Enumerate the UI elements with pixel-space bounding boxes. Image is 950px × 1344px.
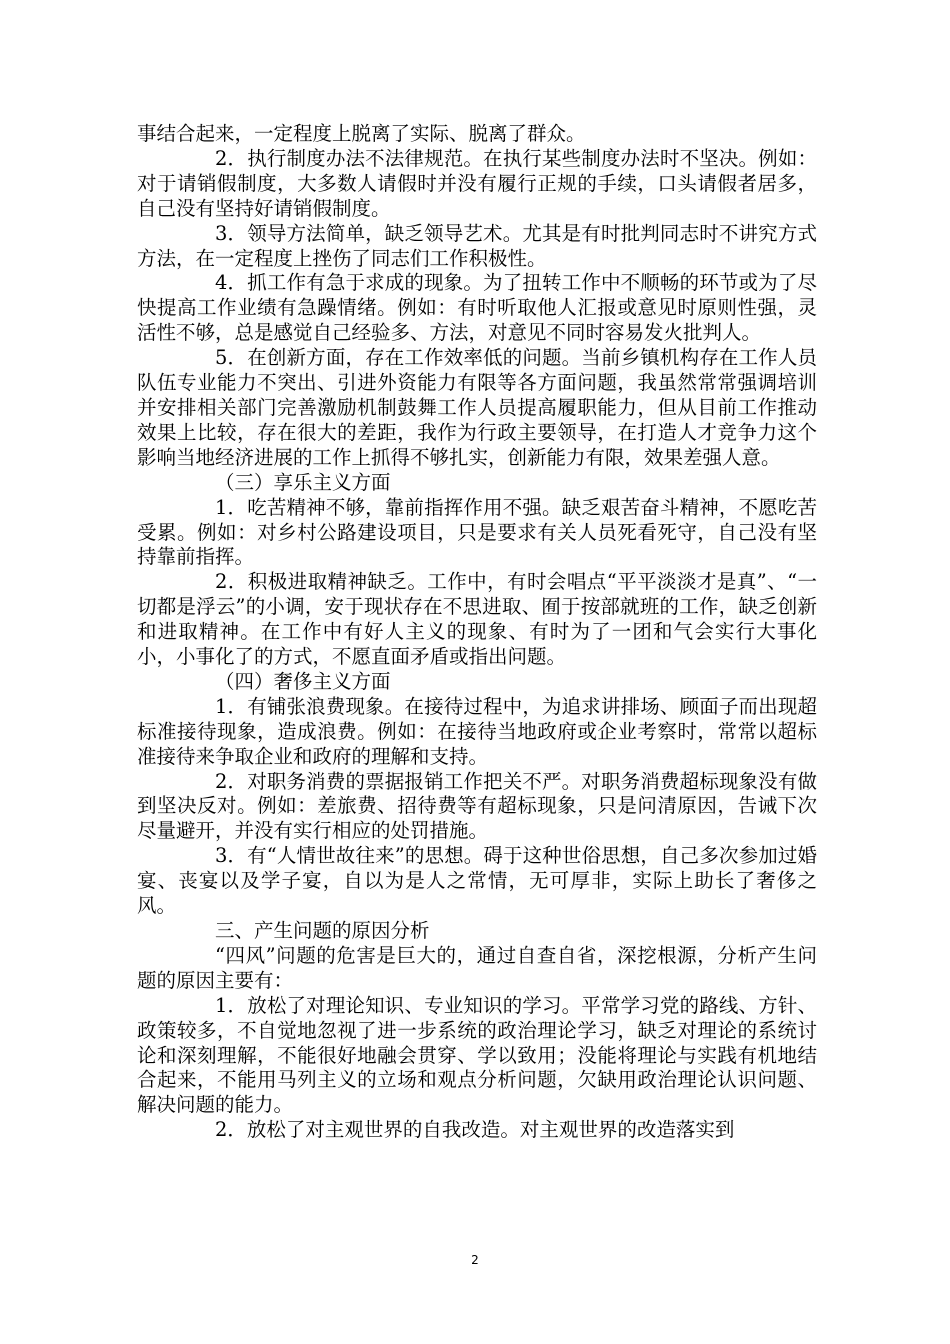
paragraph-8: 2．积极进取精神缺乏。工作中，有时会唱点“平平淡淡才是真”、“一切都是浮云”的小调，安于现状存在不思进取、囿于按部就班的工作，缺乏创新和进取精神。在工作中有好人主义的现象、有时为了一团和气会实行大事化小，小事化了的方式，不愿直面矛盾或指出问题。 bbox=[137, 570, 817, 669]
paragraph-1: 事结合起来，一定程度上脱离了实际、脱离了群众。 bbox=[137, 122, 586, 145]
paragraph-3: 3．领导方法简单，缺乏领导艺术。尤其是有时批判同志时不讲究方式方法，在一定程度上挫伤了同志们工作积极性。 bbox=[137, 221, 817, 270]
paragraph-16: 2．放松了对主观世界的自我改造。对主观世界的改造落实到 bbox=[215, 1118, 735, 1142]
paragraph-5: 5．在创新方面，存在工作效率低的问题。当前乡镇机构存在工作人员队伍专业能力不突出、引进外资能力有限等各方面问题，我虽然常常强调培训并安排相关部门完善激励机制鼓舞工作人员提高履职能力，但从目前工作推动效果上比较，存在很大的差距，我作为行政主要领导，在打造人才竞争力这个影响当地经济进展的工作上抓得不够扎实，创新能力有限，效果差强人意。 bbox=[137, 346, 817, 469]
paragraph-11: 2．对职务消费的票据报销工作把关不严。对职务消费超标现象没有做到坚决反对。例如：差旅费、招待费等有超标现象，只是问清原因，告诫下次尽量避开，并没有实行相应的处罚措施。 bbox=[137, 769, 817, 843]
section-heading-extravagance: （四）奢侈主义方面 bbox=[215, 669, 391, 693]
paragraph-7: 1．吃苦精神不够，靠前指挥作用不强。缺乏艰苦奋斗精神，不愿吃苦受累。例如：对乡村公路建设项目，只是要求有关人员死看死守，自己没有坚持靠前指挥。 bbox=[137, 495, 817, 569]
paragraph-4: 4．抓工作有急于求成的现象。为了扭转工作中不顺畅的环节或为了尽快提高工作业绩有急躁情绪。例如：有时听取他人汇报或意见时原则性强，灵活性不够，总是感觉自己经验多、方法，对意见不同时容易发火批判人。 bbox=[137, 271, 817, 345]
paragraph-12: 3．有“人情世故往来”的思想。碍于这种世俗思想，自己多次参加过婚宴、丧宴以及学子宴，自以为是人之常情，无可厚非，实际上助长了奢侈之风。 bbox=[137, 844, 817, 918]
paragraph-15: 1．放松了对理论知识、专业知识的学习。平常学习党的路线、方针、政策较多，不自觉地忽视了进一步系统的政治理论学习，缺乏对理论的系统讨论和深刻理解，不能很好地融会贯穿、学以致用；没能将理论与实践有机地结合起来，不能用马列主义的立场和观点分析问题，欠缺用政治理论认识问题、解决问题的能力。 bbox=[137, 993, 817, 1117]
paragraph-10: 1．有铺张浪费现象。在接待过程中，为追求讲排场、顾面子而出现超标准接待现象，造成浪费。例如：在接待当地政府或企业考察时，常常以超标准接待来争取企业和政府的理解和支持。 bbox=[137, 694, 817, 768]
document-body bbox=[137, 122, 817, 1143]
paragraph-2: 2．执行制度办法不法律规范。在执行某些制度办法时不坚决。例如：对于请销假制度，大多数人请假时并没有履行正规的手续，口头请假者居多，自己没有坚持好请销假制度。 bbox=[137, 146, 817, 220]
section-heading-cause-analysis: 三、产生问题的原因分析 bbox=[215, 919, 430, 942]
page-number: 2 bbox=[471, 1253, 479, 1267]
section-heading-hedonism: （三）享乐主义方面 bbox=[215, 470, 391, 494]
paragraph-14: “四风”问题的危害是巨大的，通过自查自省，深挖根源，分析产生问题的原因主要有： bbox=[137, 943, 817, 992]
